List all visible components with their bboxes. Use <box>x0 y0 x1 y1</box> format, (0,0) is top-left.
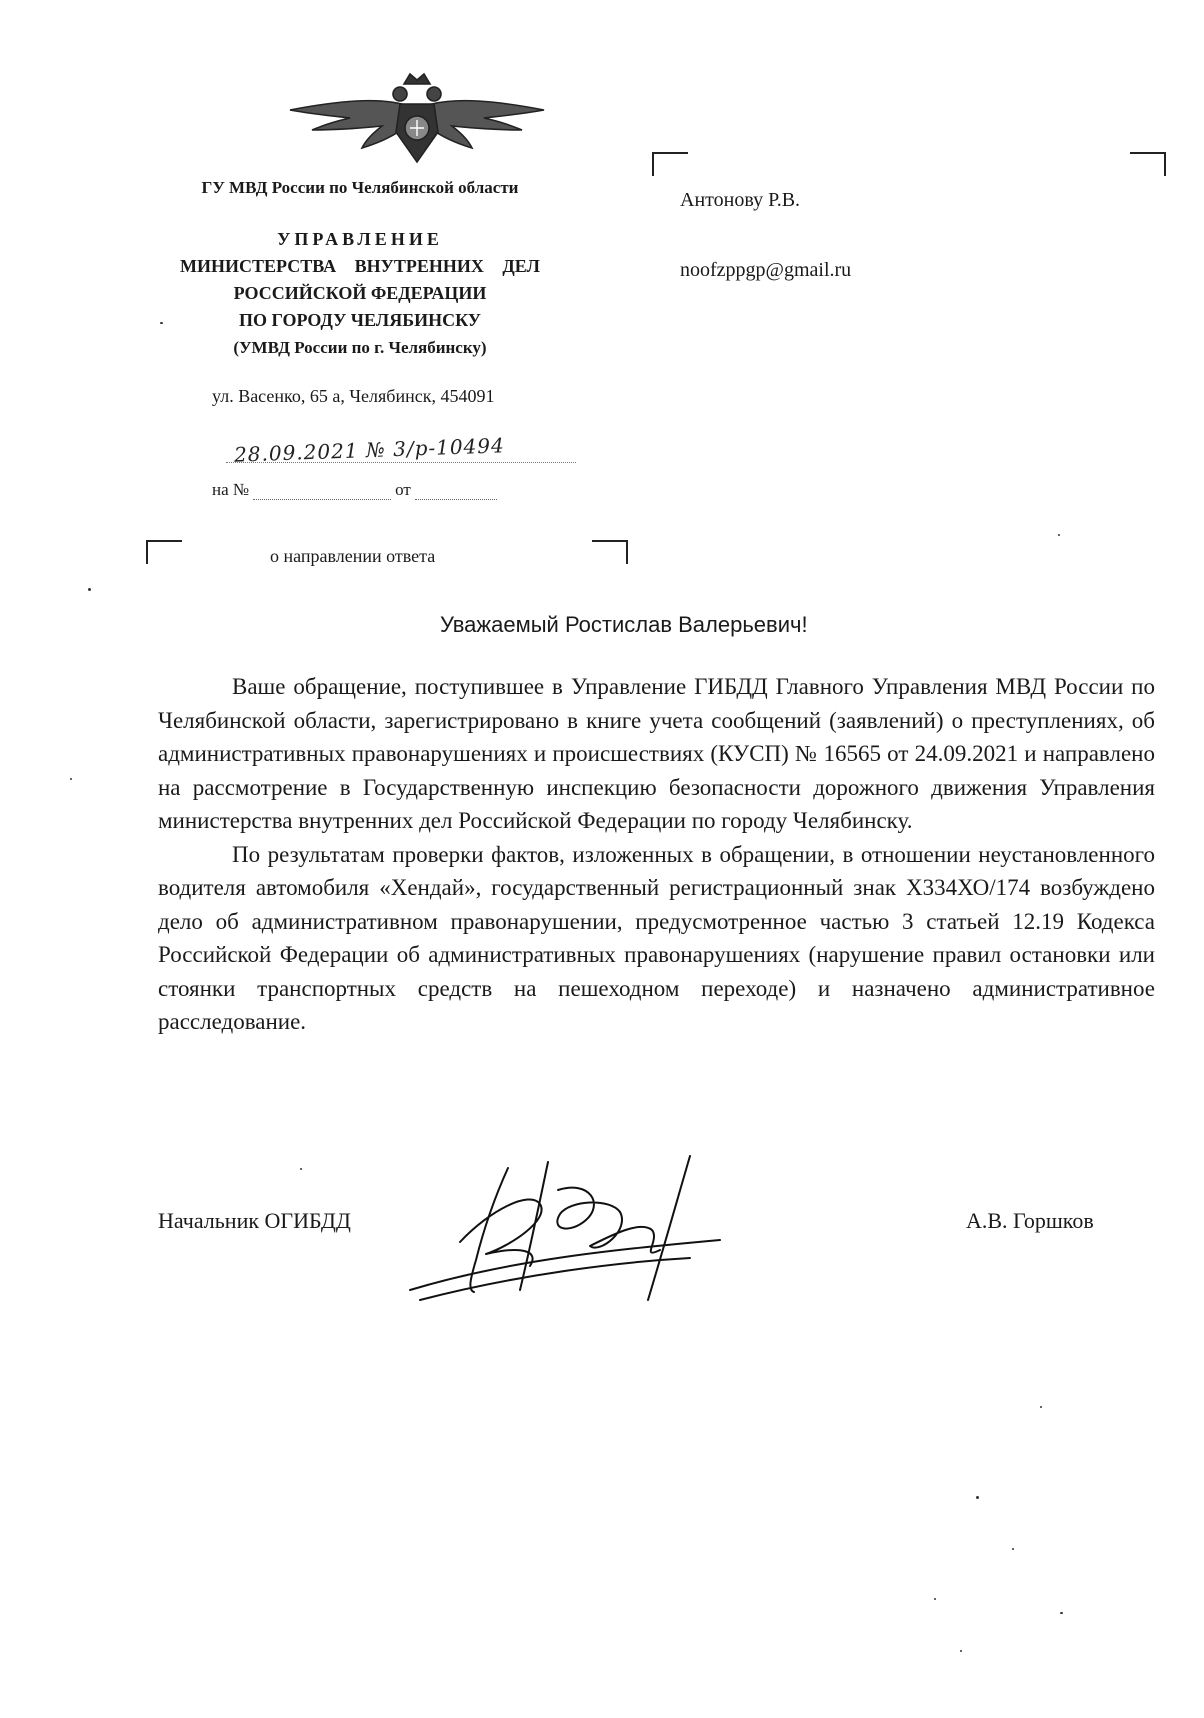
reference-line <box>212 480 497 500</box>
recipient-name: Антонову Р.В. <box>680 189 801 211</box>
mvd-emblem-icon <box>282 70 552 170</box>
body-paragraph-2: По результатам проверки фактов, изложенных в обращении, в отношении неустановленного водителя автомобиля «Хендай», государственный регистрационный знак Х334ХО/174 возбуждено дело об административном правонарушении, предусмотренное частью 3 статьей 12.19 Кодекса Российской Федерации об административных правонарушениях (нарушение правил остановки или стоянки транспортных средств на пешеходном переходе) и назначено административное расследование. <box>158 841 1155 1034</box>
scan-speck <box>70 778 72 780</box>
ref-number-blank <box>253 485 391 500</box>
scan-speck <box>1058 534 1060 536</box>
org-line-5: (УМВД России по г. Челябинску) <box>233 338 487 357</box>
handwritten-signature-icon <box>390 1150 810 1310</box>
subject-corner-right <box>592 540 628 564</box>
registration-dotted-line <box>226 462 576 463</box>
ref-number-label: на № <box>212 480 250 499</box>
scan-speck <box>1012 1548 1014 1550</box>
subject-block <box>146 540 626 580</box>
greeting: Уважаемый Ростислав Валерьевич! <box>440 612 808 637</box>
scan-speck <box>976 1496 979 1499</box>
scan-speck <box>300 1168 302 1170</box>
org-line-3: РОССИЙСКОЙ ФЕДЕРАЦИИ <box>233 283 487 303</box>
org-address: ул. Васенко, 65 а, Челябинск, 454091 <box>212 386 495 406</box>
ref-date-label: от <box>395 480 411 499</box>
scan-speck <box>1040 1406 1042 1408</box>
scan-speck <box>88 588 91 591</box>
registration-line <box>226 433 586 472</box>
letter-body <box>158 670 1155 1039</box>
org-line-4: ПО ГОРОДУ ЧЕЛЯБИНСКУ <box>238 310 481 330</box>
scan-speck <box>960 1650 962 1652</box>
subject-text: о направлении ответа <box>270 546 436 566</box>
registration-number-handwritten: 28.09.2021 № 3/р-10494 <box>233 433 506 467</box>
recipient-corner-left <box>652 152 688 176</box>
recipient-block <box>680 186 851 284</box>
recipient-email: noofzppgp@gmail.ru <box>680 259 852 281</box>
signatory-name: А.В. Горшков <box>966 1208 1094 1233</box>
recipient-corner-right <box>1130 152 1166 176</box>
ref-date-blank <box>415 485 497 500</box>
subject-corner-left <box>146 540 182 564</box>
signatory-title: Начальник ОГИБДД <box>158 1208 351 1233</box>
org-line-2: МИНИСТЕРСТВА ВНУТРЕННИХ ДЕЛ <box>180 256 540 276</box>
body-paragraph-1: Ваше обращение, поступившее в Управление ГИБДД Главного Управления МВД России по Челябинской области, зарегистрировано в книге учета сообщений (заявлений) о преступлениях, об административных правонарушениях и происшествиях (КУСП) № 16565 от 24.09.2021 и направлено на рассмотрение в Государственную инспекцию безопасности дорожного движения Управления министерства внутренних дел Российской Федерации по городу Челябинску. <box>158 674 1155 833</box>
scan-speck <box>1060 1612 1063 1614</box>
parent-org-name: ГУ МВД России по Челябинской области <box>201 178 519 197</box>
scan-speck <box>160 322 163 324</box>
org-line-1: УПРАВЛЕНИЕ <box>277 229 443 249</box>
scan-speck <box>934 1598 936 1600</box>
